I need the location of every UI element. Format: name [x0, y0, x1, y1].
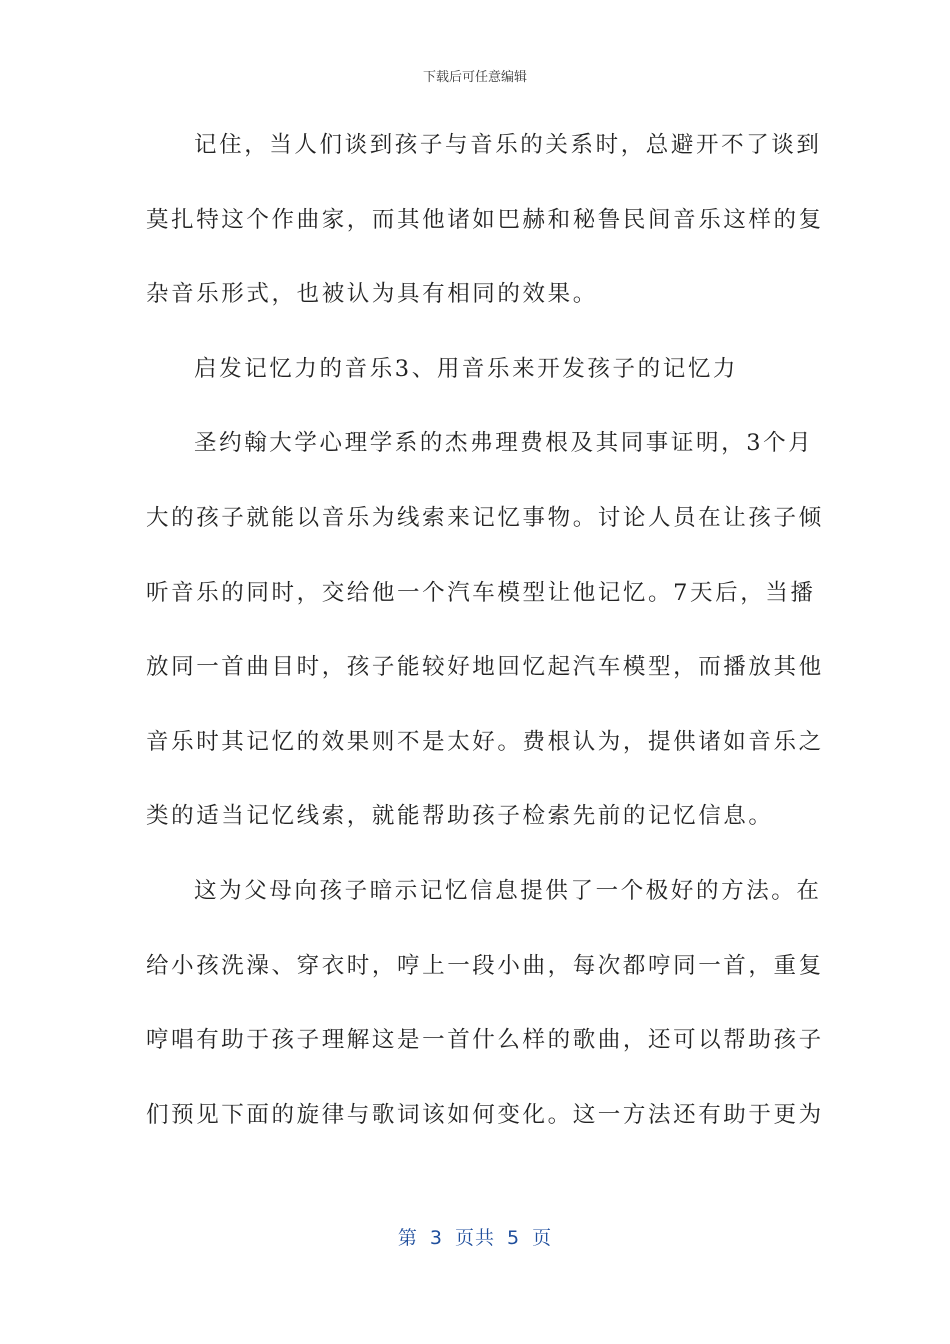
document-body — [146, 121, 824, 1165]
section-heading: 启发记忆力的音乐3、用音乐来开发孩子的记忆力 — [194, 355, 739, 382]
page-footer — [0, 1223, 950, 1250]
text-line-3: 杂音乐形式，也被认为具有相同的效果。 — [146, 281, 598, 308]
footer-suffix: 页 — [532, 1227, 553, 1249]
text-line-10: 类的适当记忆线索，就能帮助孩子检索先前的记忆信息。 — [146, 803, 774, 830]
text-line-8: 放同一首曲目时，孩子能较好地回忆起汽车模型，而播放其他 — [146, 654, 824, 681]
footer-prefix: 第 — [397, 1227, 418, 1249]
text-line-11: 这为父母向孩子暗示记忆信息提供了一个极好的方法。在 — [194, 877, 822, 904]
text-line-14: 们预见下面的旋律与歌词该如何变化。这一方法还有助于更为 — [146, 1101, 824, 1128]
text-line-1: 记住，当人们谈到孩子与音乐的关系时，总避开不了谈到 — [194, 132, 822, 158]
page-header-note: 下载后可任意编辑 — [422, 70, 527, 85]
footer-current-page: 3 — [429, 1227, 443, 1249]
footer-middle: 页共 — [454, 1227, 495, 1249]
text-line-9: 音乐时其记忆的效果则不是太好。费根认为，提供诸如音乐之 — [146, 728, 824, 755]
text-line-7: 听音乐的同时，交给他一个汽车模型让他记忆。7天后，当播 — [146, 579, 816, 606]
footer-total-pages: 5 — [507, 1227, 521, 1249]
text-line-12: 给小孩洗澡、穿衣时，哼上一段小曲，每次都哼同一首，重复 — [146, 952, 824, 979]
text-line-13: 哼唱有助于孩子理解这是一首什么样的歌曲，还可以帮助孩子 — [146, 1027, 824, 1054]
text-line-2: 莫扎特这个作曲家，而其他诸如巴赫和秘鲁民间音乐这样的复 — [146, 206, 824, 233]
text-line-6: 大的孩子就能以音乐为线索来记忆事物。讨论人员在让孩子倾 — [146, 504, 824, 531]
text-line-5: 圣约翰大学心理学系的杰弗理费根及其同事证明，3个月 — [194, 430, 814, 457]
